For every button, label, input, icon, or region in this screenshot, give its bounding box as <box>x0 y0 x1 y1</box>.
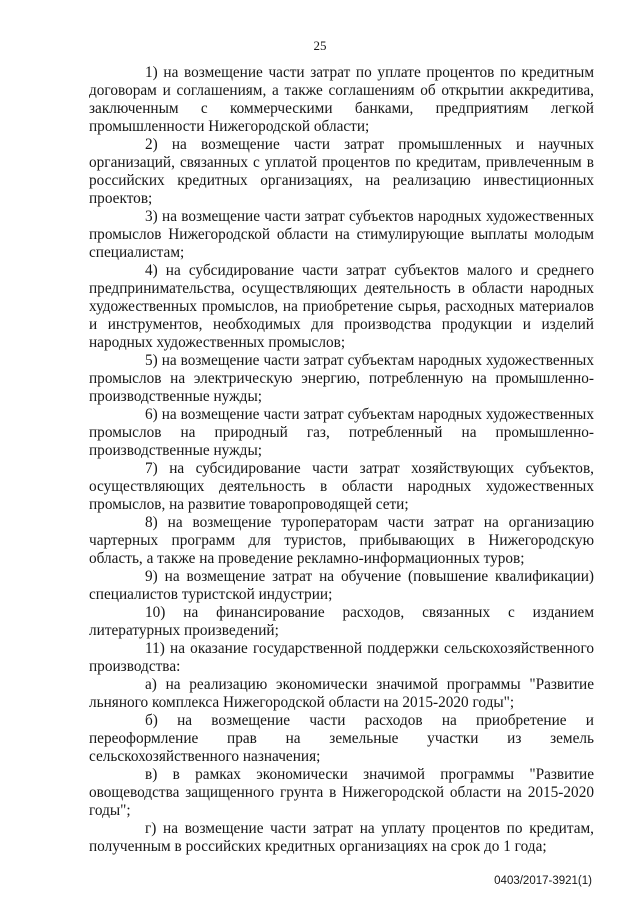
paragraph-item-3: 3) на возмещение части затрат субъектов народных художественных промыслов Нижегородской области на стимулирующие выплаты молодым специалистам; <box>89 208 594 261</box>
paragraph-item-4: 4) на субсидирование части затрат субъектов малого и среднего предпринимательства, осуществляющих деятельность в области народных художественных промыслов, на приобретение сырья, расходных материалов и инструментов, необходимых для производства продукции и изделий народных художественных промыслов; <box>89 262 594 351</box>
paragraph-item-5: 5) на возмещение части затрат субъектам народных художественных промыслов на электрическую энергию, потребленную на промышленно-производственные нужды; <box>89 352 594 405</box>
paragraph-item-7: 7) на субсидирование части затрат хозяйствующих субъектов, осуществляющих деятельность в области народных художественных промыслов, на развитие товаропроводящей сети; <box>89 460 594 513</box>
page-number: 25 <box>313 38 327 53</box>
document-body <box>89 64 594 856</box>
paragraph-item-9: 9) на возмещение затрат на обучение (повышение квалификации) специалистов туристской индустрии; <box>89 568 594 603</box>
document-code: 0403/2017-3921(1) <box>494 875 592 887</box>
paragraph-item-11: 11) на оказание государственной поддержки сельскохозяйственного производства: <box>89 640 594 675</box>
paragraph-item-6: 6) на возмещение части затрат субъектам народных художественных промыслов на природный газ, потребленный на промышленно-производственные нужды; <box>89 406 594 459</box>
paragraph-item-1: 1) на возмещение части затрат по уплате процентов по кредитным договорам и соглашениям, а также соглашениям об открытии аккредитива, заключенным с коммерческими банками, предприятиям легкой промышленности Нижегородской области; <box>89 64 594 135</box>
paragraph-subitem-g: г) на возмещение части затрат на уплату процентов по кредитам, полученным в российских кредитных организациях на срок до 1 года; <box>89 820 594 855</box>
paragraph-item-2: 2) на возмещение части затрат промышленных и научных организаций, связанных с уплатой процентов по кредитам, привлеченным в российских кредитных организациях, на реализацию инвестиционных проектов; <box>89 136 594 207</box>
paragraph-subitem-v: в) в рамках экономически значимой программы "Развитие овощеводства защищенного грунта в Нижегородской области на 2015-2020 годы"; <box>89 766 594 819</box>
paragraph-subitem-b: б) на возмещение части расходов на приобретение и переоформление прав на земельные участки из земель сельскохозяйственного назначения; <box>89 712 594 765</box>
paragraph-item-8: 8) на возмещение туроператорам части затрат на организацию чартерных программ для туристов, прибывающих в Нижегородскую область, а также на проведение рекламно-информационных туров; <box>89 514 594 567</box>
paragraph-subitem-a: а) на реализацию экономически значимой программы "Развитие льняного комплекса Нижегородской области на 2015-2020 годы"; <box>89 676 594 711</box>
paragraph-item-10: 10) на финансирование расходов, связанных с изданием литературных произведений; <box>89 604 594 639</box>
